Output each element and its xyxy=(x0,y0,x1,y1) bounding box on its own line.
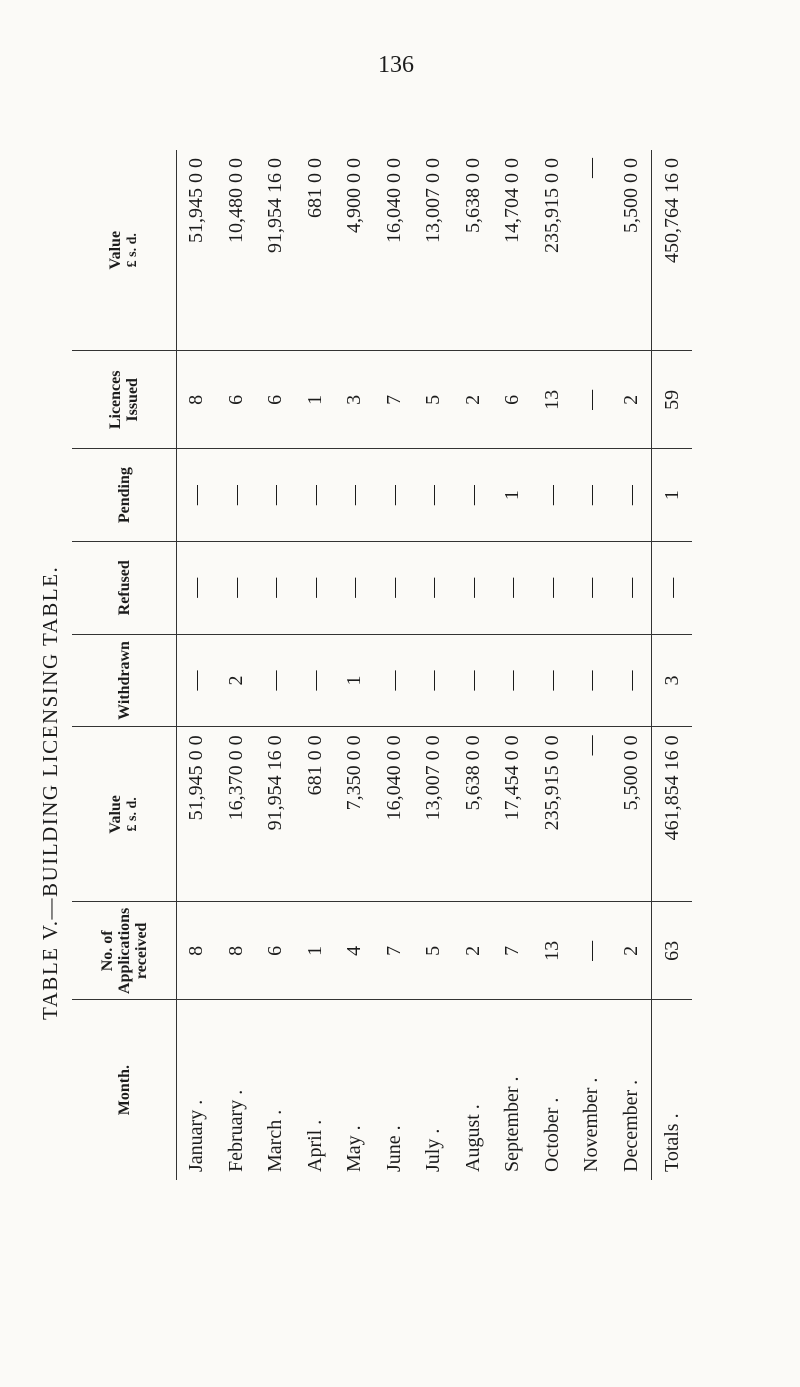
cell-pending: 1 xyxy=(493,449,532,542)
cell-month: November . xyxy=(580,1077,603,1172)
cell-value1: 16,040 0 0 xyxy=(375,727,414,902)
header-applications: No. of Applications received xyxy=(72,902,177,1000)
table-title: TABLE V.—BUILDING LICENSING TABLE. xyxy=(38,565,62,1020)
totals-row xyxy=(652,150,692,1180)
cell-value1: 461,854 16 0 xyxy=(652,727,692,902)
cell-month: May . xyxy=(343,1125,366,1172)
cell-withdrawn: — xyxy=(177,634,217,727)
cell-withdrawn: — xyxy=(454,634,493,727)
cell-value2: 51,945 0 0 xyxy=(177,150,217,351)
cell-value2: 16,040 0 0 xyxy=(375,150,414,351)
header-value-label: Value xyxy=(107,795,124,834)
cell-month: January . xyxy=(185,1099,208,1172)
header-value-units: £ s. d. xyxy=(125,797,140,832)
page-number: 136 xyxy=(378,52,414,78)
cell-applications: 7 xyxy=(375,902,414,1000)
cell-licences: 13 xyxy=(532,351,571,449)
cell-applications: 2 xyxy=(611,902,651,1000)
cell-refused: — xyxy=(572,541,611,634)
table-row xyxy=(532,150,571,1180)
cell-pending: — xyxy=(177,449,217,542)
cell-licences: — xyxy=(572,351,611,449)
cell-applications: — xyxy=(572,902,611,1000)
cell-pending: — xyxy=(256,449,295,542)
cell-month: October . xyxy=(540,1097,563,1172)
cell-withdrawn: — xyxy=(493,634,532,727)
cell-refused: — xyxy=(414,541,453,634)
cell-value1: 16,370 0 0 xyxy=(217,727,256,902)
cell-applications: 5 xyxy=(414,902,453,1000)
table-row xyxy=(493,150,532,1180)
table-row xyxy=(572,150,611,1180)
cell-refused: — xyxy=(256,541,295,634)
cell-pending: 1 xyxy=(652,449,692,542)
cell-pending: — xyxy=(296,449,335,542)
cell-value1: 5,500 0 0 xyxy=(611,727,651,902)
cell-value1: 7,350 0 0 xyxy=(335,727,374,902)
cell-month: December . xyxy=(619,1079,642,1172)
cell-refused: — xyxy=(652,541,692,634)
cell-refused: — xyxy=(493,541,532,634)
licensing-table-container xyxy=(72,150,692,1180)
cell-applications: 6 xyxy=(256,902,295,1000)
table-row xyxy=(296,150,335,1180)
cell-value2: 5,500 0 0 xyxy=(611,150,651,351)
cell-licences: 5 xyxy=(414,351,453,449)
cell-month: February . xyxy=(225,1089,248,1172)
cell-value2: 235,915 0 0 xyxy=(532,150,571,351)
cell-value1: 17,454 0 0 xyxy=(493,727,532,902)
cell-applications: 8 xyxy=(177,902,217,1000)
table-row xyxy=(414,150,453,1180)
cell-pending: — xyxy=(375,449,414,542)
cell-applications: 8 xyxy=(217,902,256,1000)
cell-refused: — xyxy=(454,541,493,634)
cell-licences: 8 xyxy=(177,351,217,449)
cell-month: September . xyxy=(501,1076,524,1172)
cell-withdrawn: — xyxy=(375,634,414,727)
cell-pending: — xyxy=(335,449,374,542)
cell-refused: — xyxy=(335,541,374,634)
cell-refused: — xyxy=(296,541,335,634)
cell-value2: 4,900 0 0 xyxy=(335,150,374,351)
cell-applications: 4 xyxy=(335,902,374,1000)
cell-month: August . xyxy=(461,1104,484,1172)
cell-value2: 13,007 0 0 xyxy=(414,150,453,351)
cell-licences: 7 xyxy=(375,351,414,449)
table-row xyxy=(335,150,374,1180)
table-body xyxy=(177,150,693,1180)
cell-value1: 681 0 0 xyxy=(296,727,335,902)
cell-applications: 13 xyxy=(532,902,571,1000)
header-row xyxy=(72,150,177,1180)
cell-refused: — xyxy=(177,541,217,634)
cell-withdrawn: — xyxy=(532,634,571,727)
cell-value2: 91,954 16 0 xyxy=(256,150,295,351)
cell-applications: 63 xyxy=(652,902,692,1000)
cell-value2: — xyxy=(572,150,611,351)
cell-applications: 1 xyxy=(296,902,335,1000)
cell-pending: — xyxy=(454,449,493,542)
table-row xyxy=(217,150,256,1180)
table-row xyxy=(256,150,295,1180)
header-value-label: Value xyxy=(107,230,124,270)
cell-withdrawn: — xyxy=(256,634,295,727)
header-withdrawn: Withdrawn xyxy=(72,634,177,727)
cell-licences: 2 xyxy=(454,351,493,449)
cell-value1: 51,945 0 0 xyxy=(177,727,217,902)
table-row xyxy=(611,150,651,1180)
cell-pending: — xyxy=(532,449,571,542)
cell-withdrawn: — xyxy=(611,634,651,727)
cell-licences: 59 xyxy=(652,351,692,449)
header-licences: Licences Issued xyxy=(72,351,177,449)
header-refused: Refused xyxy=(72,541,177,634)
cell-refused: — xyxy=(375,541,414,634)
cell-applications: 2 xyxy=(454,902,493,1000)
table-row xyxy=(177,150,217,1180)
cell-licences: 6 xyxy=(256,351,295,449)
cell-month: April . xyxy=(303,1119,326,1172)
cell-licences: 6 xyxy=(217,351,256,449)
licensing-table xyxy=(72,150,692,1180)
cell-pending: — xyxy=(611,449,651,542)
table-row xyxy=(375,150,414,1180)
cell-month: June . xyxy=(382,1125,405,1172)
cell-value2: 5,638 0 0 xyxy=(454,150,493,351)
cell-withdrawn: — xyxy=(572,634,611,727)
cell-value2: 681 0 0 xyxy=(296,150,335,351)
cell-month: July . xyxy=(422,1128,445,1172)
cell-withdrawn: 1 xyxy=(335,634,374,727)
cell-withdrawn: 2 xyxy=(217,634,256,727)
header-month: Month. xyxy=(72,1000,177,1180)
cell-refused: — xyxy=(611,541,651,634)
header-pending: Pending xyxy=(72,449,177,542)
cell-month: March . xyxy=(264,1109,287,1172)
header-value-received xyxy=(72,727,177,902)
cell-withdrawn: — xyxy=(296,634,335,727)
cell-pending: — xyxy=(414,449,453,542)
cell-refused: — xyxy=(217,541,256,634)
cell-value1: 235,915 0 0 xyxy=(532,727,571,902)
cell-licences: 3 xyxy=(335,351,374,449)
cell-applications: 7 xyxy=(493,902,532,1000)
cell-withdrawn: — xyxy=(414,634,453,727)
cell-value2: 14,704 0 0 xyxy=(493,150,532,351)
cell-pending: — xyxy=(217,449,256,542)
cell-value2: 10,480 0 0 xyxy=(217,150,256,351)
cell-month: Totals . xyxy=(652,1000,692,1180)
cell-value1: 5,638 0 0 xyxy=(454,727,493,902)
cell-value2: 450,764 16 0 xyxy=(652,150,692,351)
cell-licences: 6 xyxy=(493,351,532,449)
cell-pending: — xyxy=(572,449,611,542)
table-row xyxy=(454,150,493,1180)
header-value-units: £ s. d. xyxy=(125,233,140,268)
cell-withdrawn: 3 xyxy=(652,634,692,727)
cell-refused: — xyxy=(532,541,571,634)
cell-licences: 1 xyxy=(296,351,335,449)
cell-value1: — xyxy=(572,727,611,902)
header-value-issued xyxy=(72,150,177,351)
cell-value1: 13,007 0 0 xyxy=(414,727,453,902)
cell-value1: 91,954 16 0 xyxy=(256,727,295,902)
cell-licences: 2 xyxy=(611,351,651,449)
